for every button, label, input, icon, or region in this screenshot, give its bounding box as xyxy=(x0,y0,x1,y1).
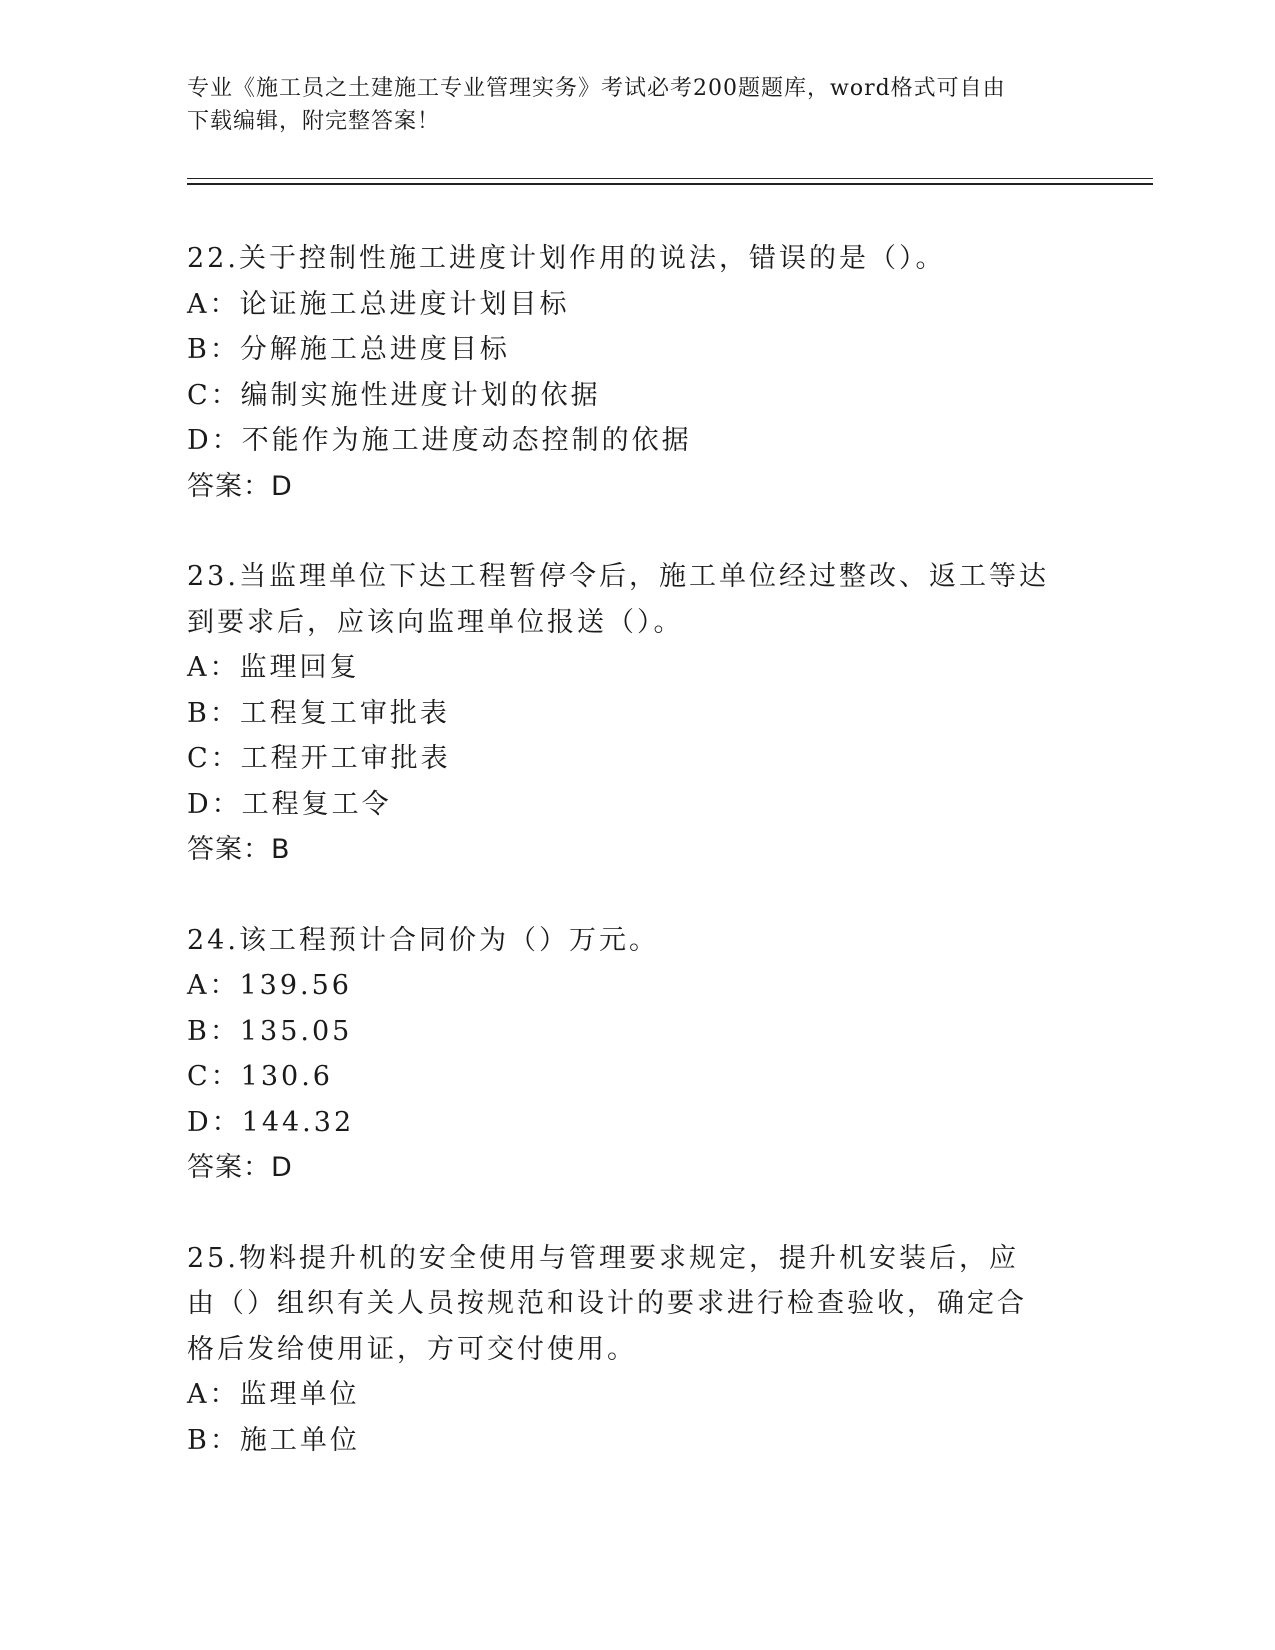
header-divider-thin xyxy=(187,178,1153,179)
question-stem: 25.物料提升机的安全使用与管理要求规定，提升机安装后，应由（）组织有关人员按规范和设计的要求进行检查验收，确定合格后发给使用证，方可交付使用。 xyxy=(187,1242,1027,1365)
option-b: B：135.05 xyxy=(187,1015,353,1047)
option-c: C：130.6 xyxy=(187,1061,333,1092)
answer-label: 答案：B xyxy=(187,834,291,865)
option-b: B：工程复工审批表 xyxy=(187,697,450,729)
question-stem: 22.关于控制性施工进度计划作用的说法，错误的是（）。 xyxy=(187,243,946,274)
option-a: A：监理回复 xyxy=(187,652,360,683)
question-23 xyxy=(187,554,1087,873)
document-header xyxy=(187,72,1087,138)
option-b: B：分解施工总进度目标 xyxy=(187,334,510,365)
question-list xyxy=(187,236,1087,1508)
option-c: C：编制实施性进度计划的依据 xyxy=(187,379,601,411)
header-line-1: 专业《施工员之土建施工专业管理实务》考试必考200题题库，word格式可自由 xyxy=(187,76,1006,101)
question-stem: 23.当监理单位下达工程暂停令后，施工单位经过整改、返工等达到要求后，应该向监理单位报送（）。 xyxy=(187,561,1049,638)
option-d: D：144.32 xyxy=(187,1106,355,1138)
answer-label: 答案：D xyxy=(187,470,293,502)
answer-label: 答案：D xyxy=(187,1152,293,1183)
option-c: C：工程开工审批表 xyxy=(187,743,451,774)
option-b: B：施工单位 xyxy=(187,1424,360,1456)
option-a: A：论证施工总进度计划目标 xyxy=(187,288,570,320)
question-25 xyxy=(187,1236,1087,1464)
option-d: D：不能作为施工进度动态控制的依据 xyxy=(187,425,692,456)
question-stem: 24.该工程预计合同价为（）万元。 xyxy=(187,924,659,956)
question-24 xyxy=(187,918,1087,1191)
option-d: D：工程复工令 xyxy=(187,788,392,820)
question-22 xyxy=(187,236,1087,509)
option-a: A：监理单位 xyxy=(187,1379,360,1410)
header-line-2: 下载编辑，附完整答案！ xyxy=(187,109,441,134)
header-divider-thick xyxy=(187,183,1153,185)
option-a: A：139.56 xyxy=(187,970,352,1001)
